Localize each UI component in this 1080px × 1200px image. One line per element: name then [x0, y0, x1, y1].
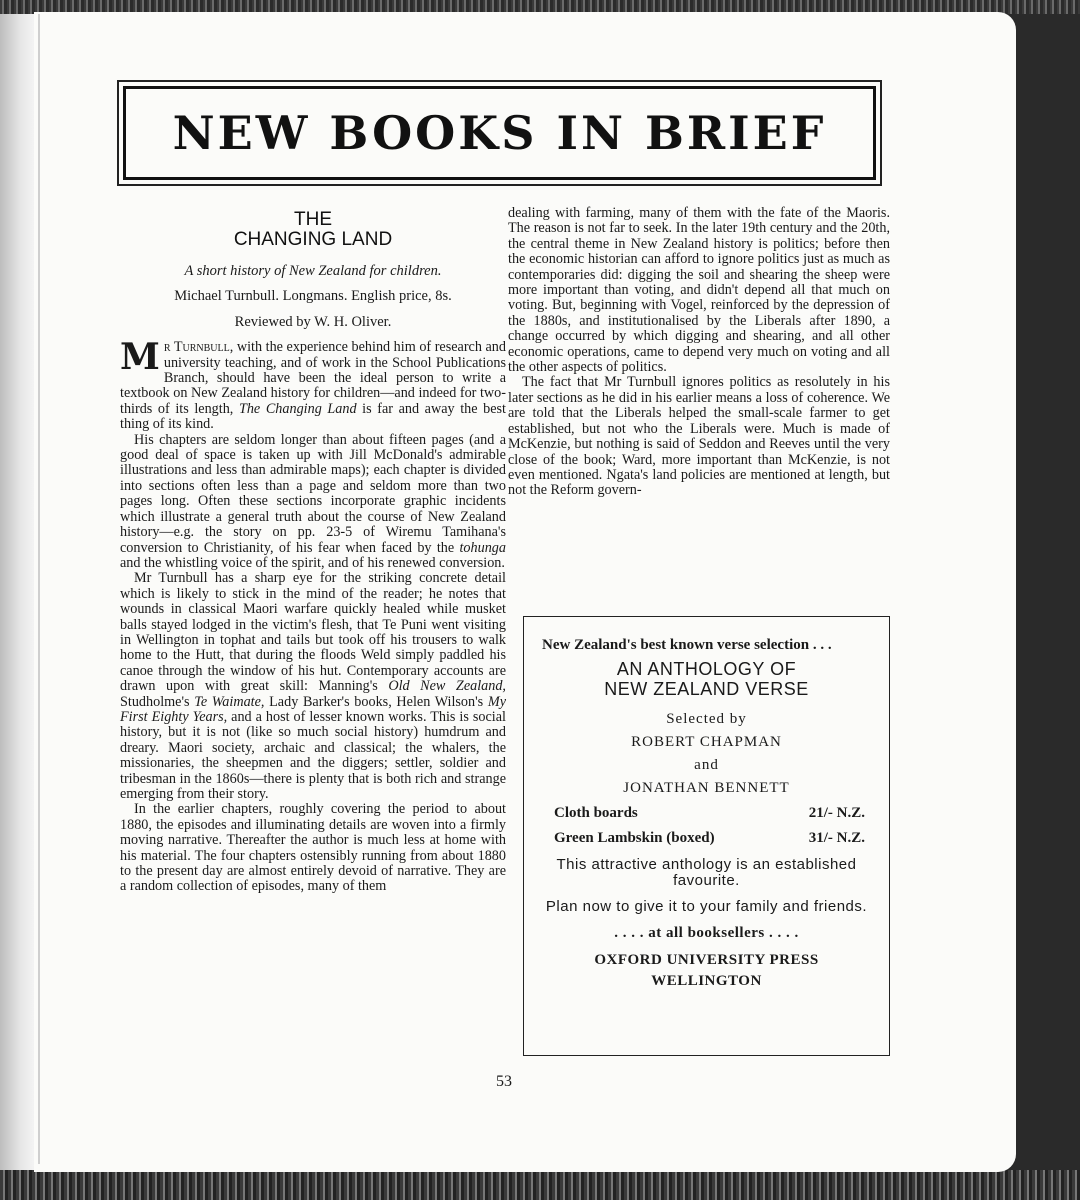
review-title-line1: THE — [294, 209, 332, 230]
ad-city: WELLINGTON — [651, 973, 762, 989]
dropcap: M — [120, 336, 160, 379]
review-paragraph-2 — [120, 433, 506, 572]
title-frame — [117, 80, 882, 186]
ad-title-line1: AN ANTHOLOGY OF — [616, 659, 797, 679]
paragraph-3-text-a: Mr Turnbull has a sharp eye for the striking concrete detail which is likely to stick in the mind of the reader; he notes that wounds in classical Maori warfare quickly healed while musket balls stayed lodged in the victim's flesh, that Te Puni went visiting in Wellington in tophat and tails but took off his trousers to walk home to the Hutt, that during the floods Weld simply paddled his canoe through the window of his hut. Contemporary accounts are drawn upon with great skill: Manning's — [120, 570, 506, 695]
review-title-line2: CHANGING LAND — [233, 229, 393, 250]
paragraph-3-text-d: and a host of lesser known works. This is social history, but it is not (like so much social history) humdrum and dreary. Maori society, archaic and classical; the whalers, the missionaries, the sheepmen and the diggers; settler, soldier and tribesman in the 1860s—there is plenty that is both rich and strange emerging from their story. — [120, 708, 506, 802]
ad-headline: New Zealand's best known verse selection . . . — [542, 637, 832, 653]
price-1-label: Cloth boards — [554, 805, 638, 821]
paragraph-1-text-a: with the experience behind him of research and university teaching, and of work in the School Publications Branch, should have been the ideal person to write a textbook on New Zealand history for children—and indeed for two-thirds of its length, — [120, 339, 506, 417]
page-number: 53 — [496, 1073, 512, 1090]
paragraph-3-italic-2: Te Waimate, — [194, 693, 265, 710]
paragraph-3-italic-3: My First Eighty Years, — [120, 693, 506, 725]
ad-editor-1: ROBERT CHAPMAN — [631, 734, 782, 750]
left-column — [120, 210, 506, 895]
price-1-value: 21/- N.Z. — [808, 805, 865, 821]
right-column — [508, 206, 890, 499]
scan-edge-left — [0, 0, 34, 1200]
page-spine — [38, 14, 40, 1164]
ad-title-line2: NEW ZEALAND VERSE — [604, 679, 809, 699]
ad-note-2: Plan now to give it to your family and friends. — [545, 898, 868, 915]
ad-publisher: OXFORD UNIVERSITY PRESS — [594, 952, 819, 968]
ad-selected-by: Selected by — [666, 711, 747, 727]
ad-and: and — [694, 757, 719, 773]
page-title: NEW BOOKS IN BRIEF — [172, 106, 827, 160]
paragraph-3-text-c: Lady Barker's books, Helen Wilson's — [264, 693, 488, 710]
ad-price-row-2 — [554, 830, 865, 847]
title-frame-inner — [123, 86, 876, 180]
paragraph-1-smallcaps: r Turnbull, — [163, 339, 234, 356]
price-2-label: Green Lambskin (boxed) — [554, 830, 715, 846]
price-2-value: 31/- N.Z. — [808, 830, 865, 846]
review-publication: Michael Turnbull. Longmans. English price, 8s. — [174, 288, 452, 305]
ad-availability: . . . . at all booksellers . . . . — [614, 925, 799, 941]
reviewer-credit: Reviewed by W. H. Oliver. — [234, 313, 392, 330]
paragraph-3-text-b: Studholme's — [120, 693, 195, 710]
review-paragraph-6: The fact that Mr Turnbull ignores politics as resolutely in his later sections as he did in his earlier means a loss of coherence. We are told that the Liberals helped the small-scale farmer to get established, but not who the Liberals were. Much is made of McKenzie, but nothing is said of Seddon and Reeves until the very close of the book; Ward, more important than McKenzie, is not even mentioned. Ngata's land policies are mentioned at length, but not the Reform govern- — [508, 374, 890, 499]
paragraph-2-italic: tohunga — [459, 539, 506, 556]
paragraph-2-text-a: His chapters are seldom longer than about fifteen pages (and a good deal of space is taken up with Jill McDonald's admirable illustrations and less than admirable maps); each chapter is divided into sections often less than a page and seldom more than two pages long. Often these sections incorporate graphic incidents which illustrate a general truth about the course of New Zealand history—e.g. the story on pp. 23-5 of Wiremu Tamihana's conversion to Christianity, of his fear when faced by the — [120, 431, 506, 556]
scan-edge-bottom — [0, 1170, 1080, 1200]
advertisement-box — [523, 616, 890, 1056]
book-title-italic: The Changing Land — [238, 400, 357, 417]
review-subtitle: A short history of New Zealand for children. — [184, 263, 442, 279]
ad-note-1: This attractive anthology is an established favourite. — [556, 856, 857, 889]
review-paragraph-1 — [120, 336, 506, 433]
paragraph-1-text-b: is far and away the best thing of its kind. — [120, 400, 506, 433]
paragraph-3-italic-1: Old New Zealand, — [388, 678, 506, 695]
paragraph-2-text-b: and the whistling voice of the spirit, and of his renewed conversion. — [120, 554, 505, 571]
ad-price-row-1 — [554, 805, 865, 822]
review-paragraph-5: dealing with farming, many of them with the fate of the Maoris. The reason is not far to seek. In the later 19th century and the 20th, the central theme in New Zealand history is politics; before then the economic historian can afford to ignore politics just as much as contemporaries did: digging the soil and shearing the sheep were more important than voting, and didn't depend all that much on voting. But, beginning with Vogel, reinforced by the depression of the 1880s, and institutionalised by the Liberals after 1890, a change occurred by which digging and shearing, and all other economic operations, came to depend very much on voting and all the other aspects of politics. — [508, 205, 890, 376]
ad-editor-2: JONATHAN BENNETT — [623, 780, 790, 796]
review-paragraph-3 — [120, 571, 506, 802]
review-paragraph-4: In the earlier chapters, roughly covering the period to about 1880, the episodes and illuminating details are woven into a firmly moving narrative. Thereafter the author is much less at home with his material. The four chapters ostensibly running from about 1880 to the present day are almost entirely devoid of narrative. They are a random collection of episodes, many of them — [120, 801, 506, 895]
